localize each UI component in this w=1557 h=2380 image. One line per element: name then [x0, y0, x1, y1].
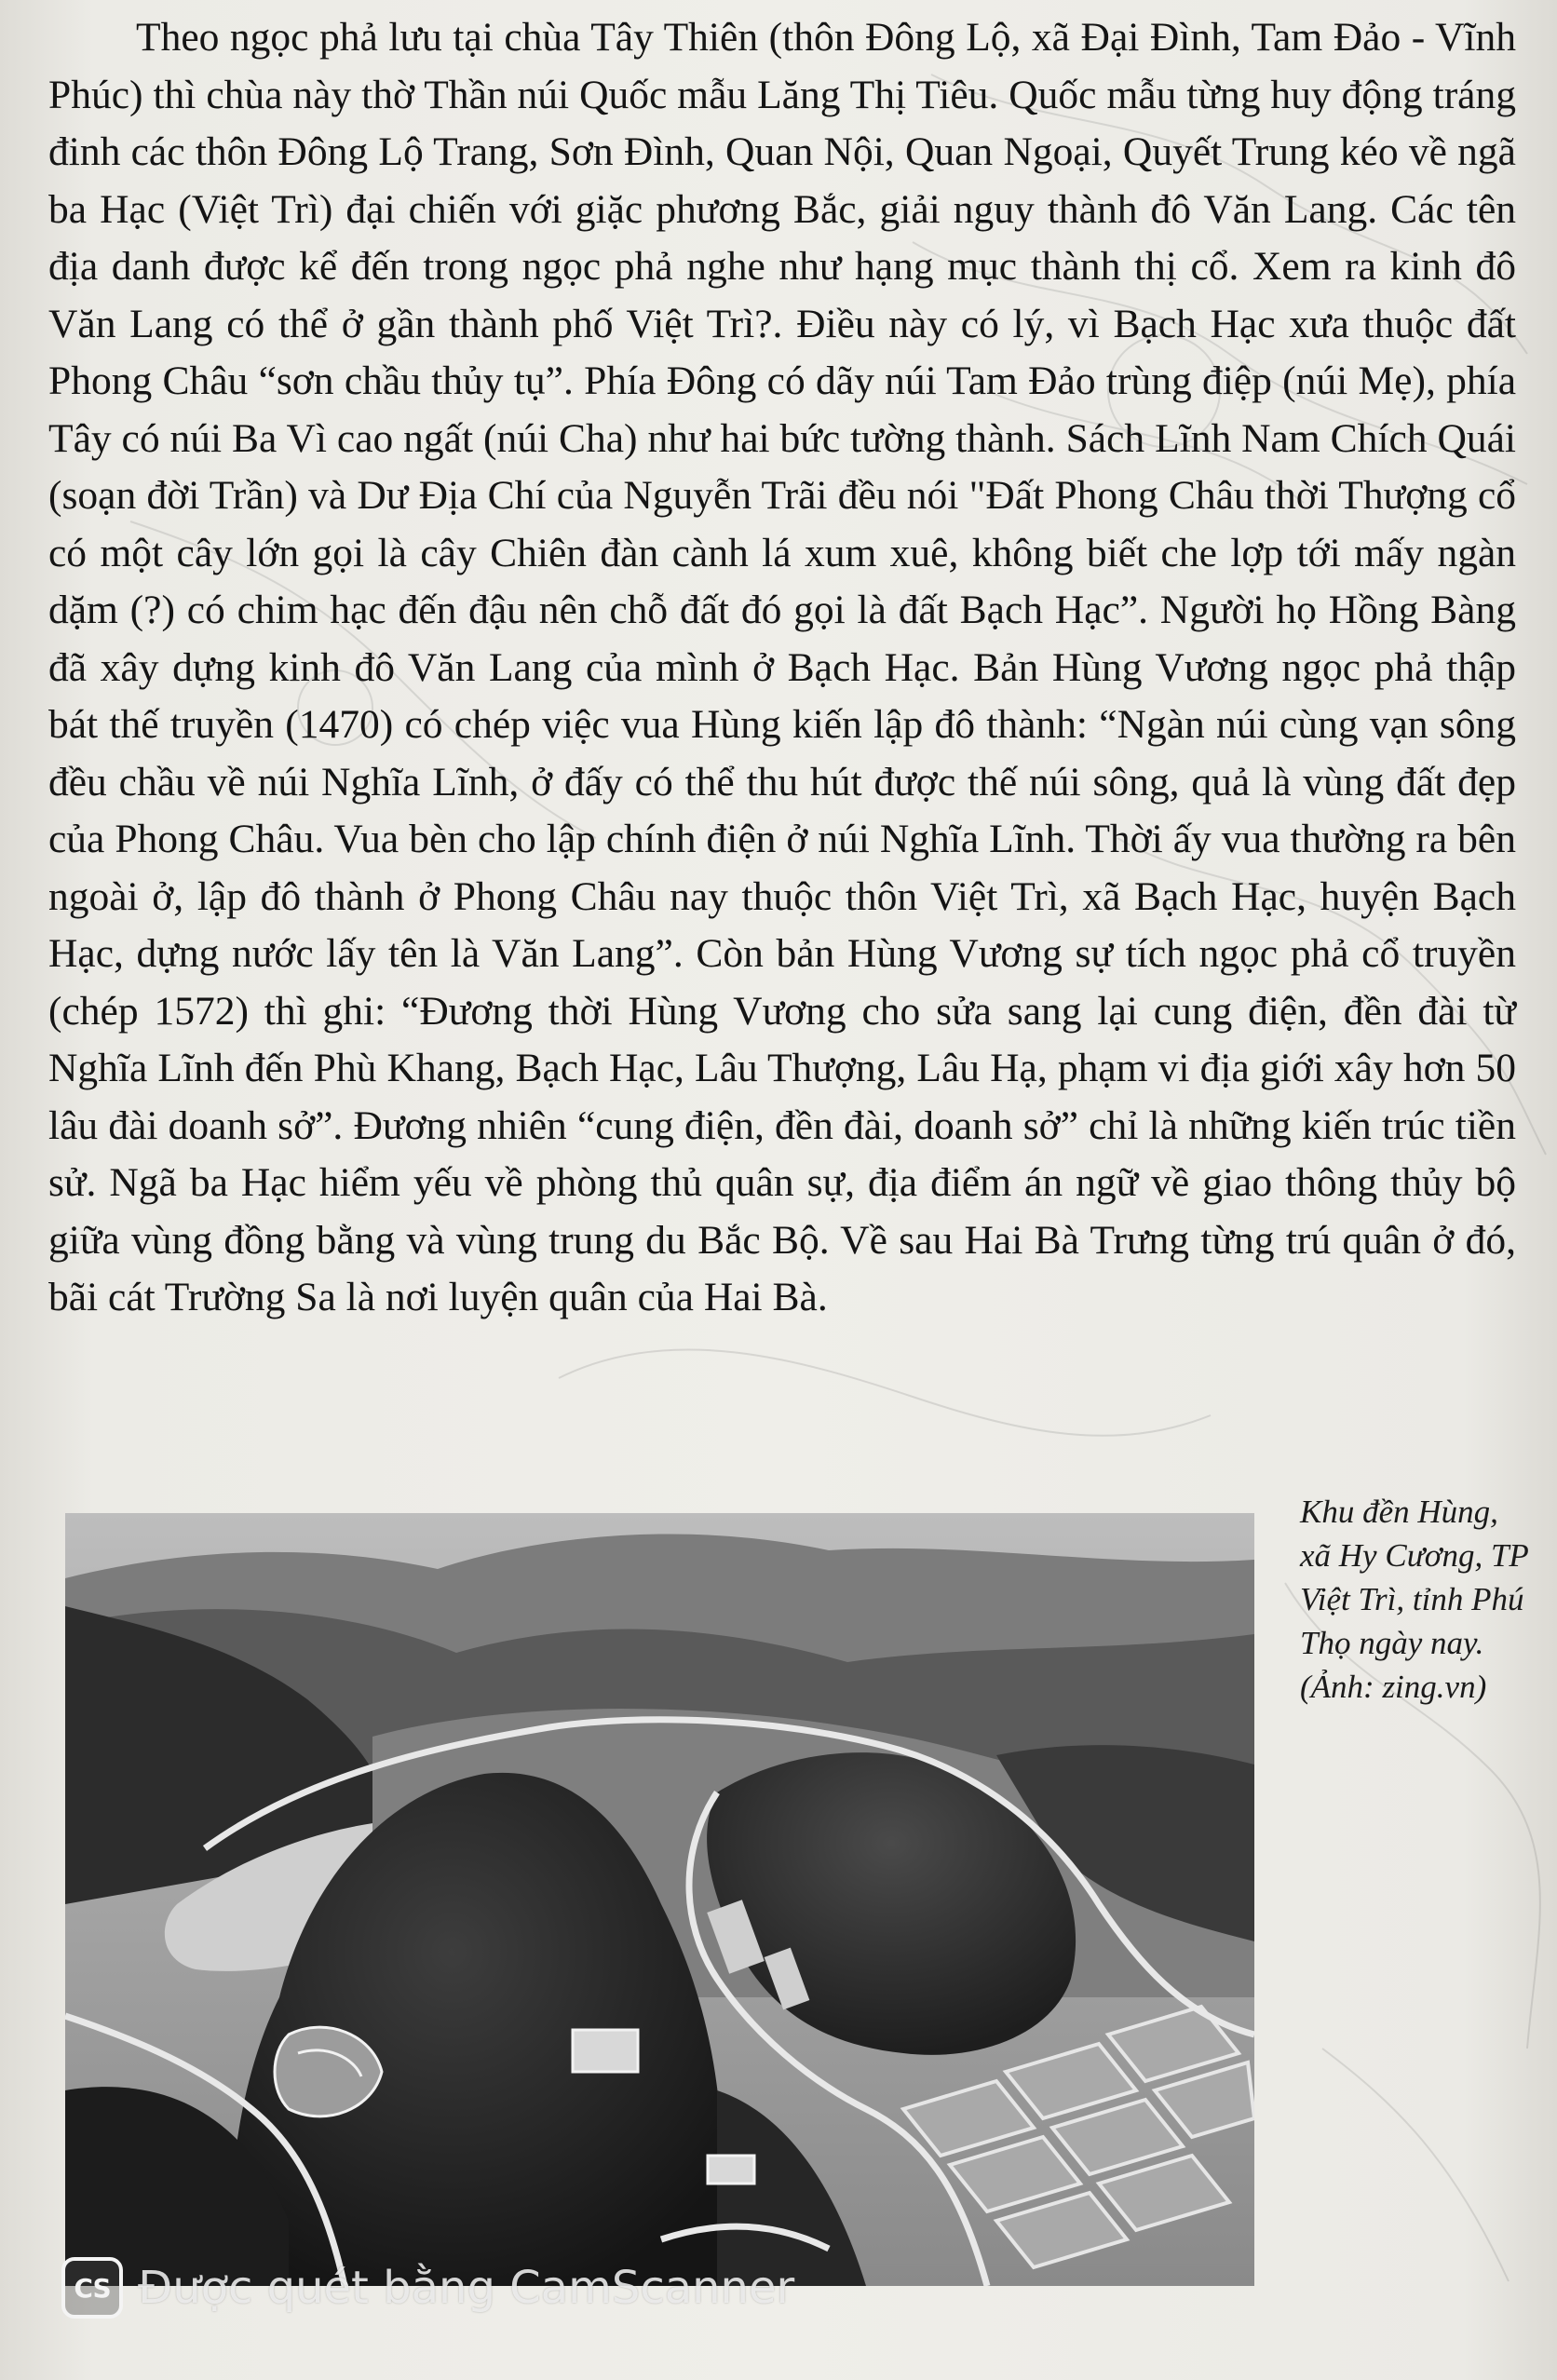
caption-line-2: xã Hy Cương, TP	[1300, 1537, 1529, 1574]
camscanner-watermark	[61, 2257, 794, 2319]
aerial-photo-hung-temple	[65, 1513, 1254, 2286]
paragraph: Theo ngọc phả lưu tại chùa Tây Thiên (thôn Đông Lộ, xã Đại Đình, Tam Đảo - Vĩnh Phúc) thì chùa này thờ Thần núi Quốc mẫu Lăng Thị Tiêu. Quốc mẫu từng huy động tráng đinh các thôn Đông Lộ Trang, Sơn Đình, Quan Nội, Quan Ngoại, Quyết Trung kéo về ngã ba Hạc (Việt Trì) đại chiến với giặc phương Bắc, giải nguy thành đô Văn Lang. Các tên địa danh được kể đến trong ngọc phả nghe như hạng mục thành thị cổ. Xem ra kinh đô Văn Lang có thể ở gần thành phố Việt Trì?. Điều này có lý, vì Bạch Hạc xưa thuộc đất Phong Châu “sơn chầu thủy tụ”. Phía Đông có dãy núi Tam Đảo trùng điệp (núi Mẹ), phía Tây có núi Ba Vì cao ngất (núi Cha) như hai bức tường thành. Sách Lĩnh Nam Chích Quái (soạn đời Trần) và Dư Địa Chí của Nguyễn Trãi đều nói "Đất Phong Châu thời Thượng cổ có một cây lớn gọi là cây Chiên đàn cành lá xum xuê, không biết che lợp tới mấy ngàn dặm (?) có chim hạc đến đậu nên chỗ đất đó gọi là đất Bạch Hạc”. Người họ Hồng Bàng đã xây dựng kinh đô Văn Lang của mình ở Bạch Hạc. Bản Hùng Vương ngọc phả thập bát thế truyền (1470) có chép việc vua Hùng kiến lập đô thành: “Ngàn núi cùng vạn sông đều chầu về núi Nghĩa Lĩnh, ở đấy có thể thu hút được thế núi sông, quả là vùng đất đẹp của Phong Châu. Vua bèn cho lập chính điện ở núi Nghĩa Lĩnh. Thời ấy vua thường ra bên ngoài ở, lập đô thành ở Phong Châu nay thuộc thôn Việt Trì, xã Bạch Hạc, huyện Bạch Hạc, dựng nước lấy tên là Văn Lang”. Còn bản Hùng Vương sự tích ngọc phả cổ truyền (chép 1572) thì ghi: “Đương thời Hùng Vương cho sửa sang lại cung điện, đền đài từ Nghĩa Lĩnh đến Phù Khang, Bạch Hạc, Lâu Thượng, Lâu Hạ, phạm vi địa giới xây hơn 50 lâu đài doanh sở”. Đương nhiên “cung điện, đền đài, doanh sở” chỉ là những kiến trúc tiền sử. Ngã ba Hạc hiểm yếu về phòng thủ quân sự, địa điểm án ngữ về giao thông thủy bộ giữa vùng đồng bằng và vùng trung du Bắc Bộ. Về sau Hai Bà Trưng từng trú quân ở đó, bãi cát Trường Sa là nơi luyện quân của Hai Bà.	[48, 15, 1516, 1319]
caption-line-4: Thọ ngày nay.	[1300, 1625, 1484, 1661]
caption-line-3: Việt Trì, tỉnh Phú	[1300, 1581, 1524, 1617]
photo-caption	[1300, 1490, 1529, 1709]
caption-line-1: Khu đền Hùng,	[1300, 1494, 1498, 1530]
caption-line-5: (Ảnh: zing.vn)	[1300, 1669, 1487, 1705]
camscanner-logo-icon: CS	[61, 2257, 123, 2319]
body-text	[48, 9, 1516, 1327]
camscanner-text: Được quét bằng CamScanner	[138, 2262, 795, 2314]
